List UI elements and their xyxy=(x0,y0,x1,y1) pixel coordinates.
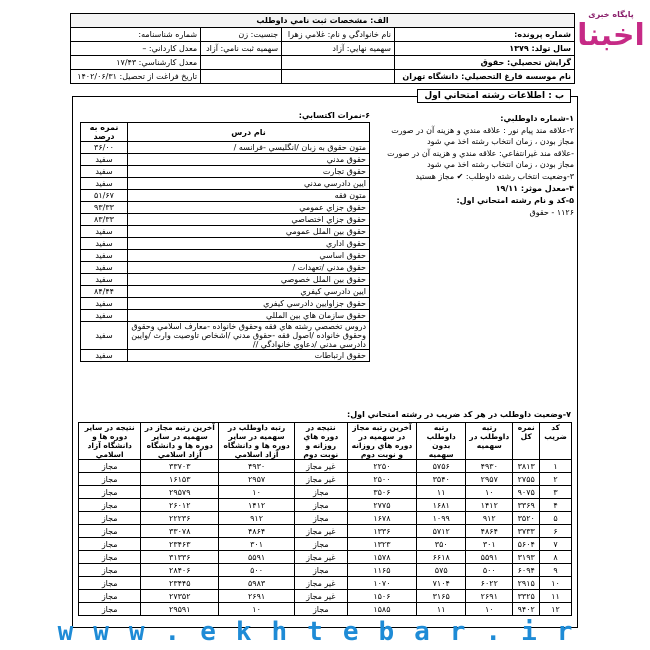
rank-cell: غير مجاز xyxy=(294,525,347,538)
grades-header: نمره به درصد xyxy=(81,123,128,142)
rank-cell: ۱۰ xyxy=(466,603,513,616)
rank-cell: ۵۰۰ xyxy=(466,564,513,577)
rank-cell: ۲۷۳۵۲ xyxy=(141,590,219,603)
rank-cell: ۳۱۳۳۶ xyxy=(141,551,219,564)
rank-cell: مجاز xyxy=(79,538,141,551)
rank-cell: ۹۱۲ xyxy=(219,512,295,525)
ranks-table xyxy=(78,422,572,616)
rank-cell: مجاز xyxy=(79,577,141,590)
rank-cell: ۴ xyxy=(540,499,572,512)
rank-cell: مجاز xyxy=(79,603,141,616)
grade-row xyxy=(81,190,370,202)
rank-row xyxy=(79,460,572,473)
rank-row xyxy=(79,538,572,551)
logo-wordmark: اخبنا xyxy=(577,18,645,53)
info-line: ۴-معدل موثر: ۱۹/۱۱ xyxy=(495,184,574,193)
rank-cell: ۵۰۰ xyxy=(219,564,295,577)
registration-info-table xyxy=(70,13,575,84)
rank-cell: ۲۶۹۱ xyxy=(219,590,295,603)
header-row xyxy=(71,42,575,56)
rank-cell: ۱۵۷۸ xyxy=(347,551,417,564)
rank-cell: ۱۶۷۸ xyxy=(347,512,417,525)
grade-row xyxy=(81,310,370,322)
header-cell: شماره شناسنامه: xyxy=(71,28,201,42)
rank-cell: مجاز xyxy=(294,564,347,577)
ranks-header: آخرين رتبه مجاز در سهميه در ساير دوره ها و دانشگاه آزاد اسلامي xyxy=(141,423,219,460)
ranks-header: رتبه داوطلب در سهميه در ساير دوره ها و دانشگاه آزاد اسلامي xyxy=(219,423,295,460)
rank-cell: مجاز xyxy=(79,473,141,486)
rank-row xyxy=(79,603,572,616)
section-b-title: ب : اطلاعات رشته امتحاني اول xyxy=(417,89,571,103)
course-score: ۳۶/۰۰ xyxy=(81,142,128,154)
grade-row xyxy=(81,350,370,362)
rank-cell: ۲۲۵۰ xyxy=(347,460,417,473)
rank-cell: مجاز xyxy=(79,564,141,577)
course-name: حقوق اداري xyxy=(128,238,370,250)
rank-cell: ۹۱۲ xyxy=(466,512,513,525)
ranks-header: آخرين رتبه مجاز در سهميه در دوره هاي روزانه و نوبت دوم xyxy=(347,423,417,460)
rank-cell: ۲۵۰۰ xyxy=(347,473,417,486)
info-line: -علاقه مند غيرانتفاعي: علاقه مندي و هزينه آن در صورت مجاز بودن ، زمان انتخاب رشته اخذ مي شود xyxy=(387,149,574,169)
rank-row xyxy=(79,590,572,603)
grade-row xyxy=(81,250,370,262)
rank-cell: مجاز xyxy=(294,499,347,512)
course-score: سفيد xyxy=(81,250,128,262)
rank-cell: ۲۹۵۷۹ xyxy=(141,486,219,499)
rank-cell: ۱۴۱۲ xyxy=(466,499,513,512)
course-name: حقوق بين الملل خصوصي xyxy=(128,274,370,286)
rank-cell: ۳۳۷۰۳ xyxy=(141,460,219,473)
rank-cell: ۳۸۱۳ xyxy=(513,460,540,473)
rank-cell: غير مجاز xyxy=(294,551,347,564)
course-name: دروس تخصصي رشته هاي فقه وحقوق خانواده -معارف اسلامي وحقوق وحقوق خانواده /اصول فقه -حقوق مدني /اشخاص تاوصيت وارث /وايين دادرسي مدني /دعاوي خانوادگي // xyxy=(128,322,370,350)
rank-cell: ۳۵۰ xyxy=(417,538,466,551)
course-score: ۵۱/۶۷ xyxy=(81,190,128,202)
rank-cell: مجاز xyxy=(294,512,347,525)
rank-cell: ۳۱۶۵ xyxy=(417,590,466,603)
ranks-header: نمره کل xyxy=(513,423,540,460)
rank-cell: ۱۰ xyxy=(466,486,513,499)
rank-cell: ۳۱۹۳ xyxy=(513,551,540,564)
header-cell: شماره پرونده: xyxy=(395,28,575,42)
rank-cell: ۵ xyxy=(540,512,572,525)
rank-cell: غير مجاز xyxy=(294,590,347,603)
rank-cell: مجاز xyxy=(79,499,141,512)
rank-cell: ۱۶۱۵۳ xyxy=(141,473,219,486)
rank-cell: ۳۳۶۹ xyxy=(513,499,540,512)
rank-cell: ۴۸۶۴ xyxy=(466,525,513,538)
rank-cell: ۱۱ xyxy=(540,590,572,603)
header-cell: نام موسسه فارغ التحصيلي: دانشگاه تهران xyxy=(395,70,575,84)
rank-cell: مجاز xyxy=(294,538,347,551)
info-line: ۵-کد و نام رشته امتحاني اول: xyxy=(456,196,574,205)
site-logo xyxy=(574,10,648,80)
rank-cell: ۱۵۰۶ xyxy=(347,590,417,603)
header-cell xyxy=(201,70,282,84)
rank-cell: ۶ xyxy=(540,525,572,538)
course-name: حقوق سازمان هاي بين المللي xyxy=(128,310,370,322)
rank-row xyxy=(79,564,572,577)
rank-cell: ۳ xyxy=(540,486,572,499)
rank-cell: مجاز xyxy=(294,603,347,616)
rank-cell: غير مجاز xyxy=(294,577,347,590)
course-score: سفيد xyxy=(81,298,128,310)
grade-row xyxy=(81,214,370,226)
rank-cell: ۱۰۹۹ xyxy=(417,512,466,525)
rank-cell: ۴۹۳۰ xyxy=(219,460,295,473)
info-line: ۲-علاقه مند پيام نور : علاقه مندي و هزينه آن در صورت مجاز بودن ، زمان انتخاب رشته اخذ مي شود xyxy=(391,126,574,146)
ranks-header: نتيجه در ساير دوره ها و دانشگاه آزاد اسلامي xyxy=(79,423,141,460)
rank-cell: ۲۶۹۱ xyxy=(466,590,513,603)
rank-cell: ۱۲ xyxy=(540,603,572,616)
header-cell xyxy=(282,56,395,70)
grade-row xyxy=(81,142,370,154)
grade-row xyxy=(81,286,370,298)
course-name: حقوق مدني /تعهدات / xyxy=(128,262,370,274)
course-score: سفيد xyxy=(81,262,128,274)
course-name: حقوق ارتباطات xyxy=(128,350,370,362)
rank-cell: مجاز xyxy=(79,590,141,603)
rank-cell: ۲۹۵۷ xyxy=(466,473,513,486)
course-name: حقوق جزاي اختصاصي xyxy=(128,214,370,226)
rank-cell: ۷۱۰۴ xyxy=(417,577,466,590)
course-score: سفيد xyxy=(81,178,128,190)
course-name: متون حقوق به زبان /انگليسي -فرانسه / xyxy=(128,142,370,154)
rank-cell: ۹۰۷۵ xyxy=(513,486,540,499)
course-score: سفيد xyxy=(81,154,128,166)
rank-cell: ۱۳۲۳ xyxy=(347,538,417,551)
course-name: حقوق جزاي عمومي xyxy=(128,202,370,214)
rank-cell: ۱۵۸۵ xyxy=(347,603,417,616)
rank-cell: ۳۷۳۳ xyxy=(513,525,540,538)
info-line: ۱۱۲۶ - حقوق xyxy=(529,208,574,217)
rank-cell: غير مجاز xyxy=(294,460,347,473)
rank-row xyxy=(79,525,572,538)
course-name: ايين دادرسي کيفري xyxy=(128,286,370,298)
course-score: سفيد xyxy=(81,166,128,178)
logo-caption: پایگاه خبری xyxy=(588,10,634,19)
grade-row xyxy=(81,226,370,238)
header-cell: جنسيت: زن xyxy=(201,28,282,42)
grade-row xyxy=(81,166,370,178)
rank-cell: مجاز xyxy=(79,512,141,525)
rank-cell: ۳۵۴۰ xyxy=(417,473,466,486)
rank-cell: ۶۰۹۴ xyxy=(513,564,540,577)
header-cell: گرايش تحصيلي: حقوق xyxy=(395,56,575,70)
course-name: حقوق مدني xyxy=(128,154,370,166)
rank-cell: ۵۹۸۳ xyxy=(219,577,295,590)
rank-cell: ۶۰۲۲ xyxy=(466,577,513,590)
rank-cell: ۶۶۱۸ xyxy=(417,551,466,564)
rank-cell: مجاز xyxy=(79,551,141,564)
info-line: ۳-وضعيت انتخاب رشته داوطلب: ✔ مجاز هستيد xyxy=(415,172,574,181)
ranks-title: ۷-وضعيت داوطلب در هر کد ضريب در رشته امتحاني اول: xyxy=(347,410,571,419)
rank-cell: غير مجاز xyxy=(294,473,347,486)
rank-cell: ۲۹۱۵ xyxy=(513,577,540,590)
course-name: حقوق بين الملل عمومي xyxy=(128,226,370,238)
rank-cell: ۳۵۰۶ xyxy=(347,486,417,499)
rank-cell: ۵۷۵ xyxy=(417,564,466,577)
grade-row xyxy=(81,178,370,190)
header-row xyxy=(71,70,575,84)
ranks-header: رتبه داوطلب بدون سهميه xyxy=(417,423,466,460)
rank-cell: ۱۳۳۶ xyxy=(347,525,417,538)
rank-cell: ۱۱ xyxy=(417,486,466,499)
course-name: متون فقه xyxy=(128,190,370,202)
rank-cell: ۱۰۷۰ xyxy=(347,577,417,590)
grade-row xyxy=(81,262,370,274)
rank-cell: ۷ xyxy=(540,538,572,551)
rank-cell: ۸ xyxy=(540,551,572,564)
rank-row xyxy=(79,486,572,499)
grades-table xyxy=(80,122,370,362)
header-row xyxy=(71,56,575,70)
grade-row xyxy=(81,154,370,166)
grade-row xyxy=(81,274,370,286)
grade-row xyxy=(81,238,370,250)
rank-row xyxy=(79,512,572,525)
rank-cell: مجاز xyxy=(79,486,141,499)
rank-cell: مجاز xyxy=(294,486,347,499)
rank-cell: ۳۳۲۵ xyxy=(513,590,540,603)
rank-cell: ۵۷۵۶ xyxy=(417,460,466,473)
rank-cell: ۵۷۱۲ xyxy=(417,525,466,538)
rank-cell: ۳۰۱ xyxy=(219,538,295,551)
course-name: ايين دادرسي مدني xyxy=(128,178,370,190)
course-score: ۸۳/۳۳ xyxy=(81,214,128,226)
candidate-info-list xyxy=(376,113,574,219)
rank-cell: ۵۵۹۱ xyxy=(219,551,295,564)
grade-row xyxy=(81,322,370,350)
header-cell: سال تولد: ۱۳۷۹ xyxy=(395,42,575,56)
grades-header: نام درس xyxy=(128,123,370,142)
rank-cell: ۲۹۵۹۱ xyxy=(141,603,219,616)
course-score: ۹۳/۳۳ xyxy=(81,202,128,214)
ranks-header: رتبه داوطلب در سهميه xyxy=(466,423,513,460)
watermark-url: www.ekhtebar.ir xyxy=(57,617,593,647)
ranks-header: نتيجه در دوره هاي روزانه و نوبت دوم xyxy=(294,423,347,460)
rank-cell: مجاز xyxy=(79,525,141,538)
rank-cell: ۱۱ xyxy=(417,603,466,616)
rank-cell: مجاز xyxy=(79,460,141,473)
rank-cell: ۱۰ xyxy=(219,603,295,616)
rank-cell: ۲۲۲۳۶ xyxy=(141,512,219,525)
rank-cell: ۳۳۰۷۸ xyxy=(141,525,219,538)
rank-row xyxy=(79,473,572,486)
rank-cell: ۹ xyxy=(540,564,572,577)
grade-row xyxy=(81,202,370,214)
header-cell xyxy=(282,70,395,84)
rank-cell: ۲۳۴۴۵ xyxy=(141,577,219,590)
registration-title: الف: مشخصات ثبت نامي داوطلب xyxy=(71,14,575,28)
rank-cell: ۲۸۴۰۶ xyxy=(141,564,219,577)
course-name: حقوق تجارت xyxy=(128,166,370,178)
exam-info-section xyxy=(72,91,578,628)
rank-cell: ۹۴۰۲ xyxy=(513,603,540,616)
header-cell: نام خانوادگي و نام: غلامي زهرا xyxy=(282,28,395,42)
rank-cell: ۲۹۵۷ xyxy=(219,473,295,486)
course-score: سفيد xyxy=(81,350,128,362)
rank-row xyxy=(79,551,572,564)
header-cell: سهميه ثبت نامي: آزاد xyxy=(201,42,282,56)
header-cell: معدل کارشناسي: ۱۷/۴۳ xyxy=(71,56,201,70)
course-score: سفيد xyxy=(81,238,128,250)
ranks-header: کد ضريب xyxy=(540,423,572,460)
rank-cell: ۲ xyxy=(540,473,572,486)
rank-cell: ۲۷۵۵ xyxy=(513,473,540,486)
course-score: ۸۴/۴۴ xyxy=(81,286,128,298)
rank-cell: ۱۰ xyxy=(540,577,572,590)
course-score: سفيد xyxy=(81,226,128,238)
header-cell: تاريخ فراغت از تحصيل: ۱۴۰۲/۰۶/۳۱ xyxy=(71,70,201,84)
rank-cell: ۵۵۹۱ xyxy=(466,551,513,564)
rank-cell: ۵۶۰۴ xyxy=(513,538,540,551)
course-name: حقوق اساسي xyxy=(128,250,370,262)
rank-row xyxy=(79,577,572,590)
header-cell: معدل کارداني: – xyxy=(71,42,201,56)
rank-cell: ۱۰ xyxy=(219,486,295,499)
course-name: حقوق جزاوايين دادرسي کيفري xyxy=(128,298,370,310)
rank-cell: ۴۸۶۴ xyxy=(219,525,295,538)
grade-row xyxy=(81,298,370,310)
rank-cell: ۲۷۷۵ xyxy=(347,499,417,512)
rank-cell: ۱۱۶۵ xyxy=(347,564,417,577)
rank-row xyxy=(79,499,572,512)
grades-title: ۶-نمرات اکتسابي: xyxy=(298,111,370,120)
header-row xyxy=(71,28,575,42)
rank-cell: ۱۴۱۲ xyxy=(219,499,295,512)
rank-cell: ۳۰۱ xyxy=(466,538,513,551)
course-score: سفيد xyxy=(81,322,128,350)
rank-cell: ۱ xyxy=(540,460,572,473)
header-cell xyxy=(201,56,282,70)
header-cell: سهميه نهايي: آزاد xyxy=(282,42,395,56)
rank-cell: ۱۶۸۱ xyxy=(417,499,466,512)
rank-cell: ۴۹۳۰ xyxy=(466,460,513,473)
info-line: ۱-شماره داوطلبي: xyxy=(500,114,574,123)
rank-cell: ۲۳۴۶۳ xyxy=(141,538,219,551)
rank-cell: ۳۵۲۰ xyxy=(513,512,540,525)
rank-cell: ۲۶۰۱۲ xyxy=(141,499,219,512)
course-score: سفيد xyxy=(81,274,128,286)
course-score: سفيد xyxy=(81,310,128,322)
